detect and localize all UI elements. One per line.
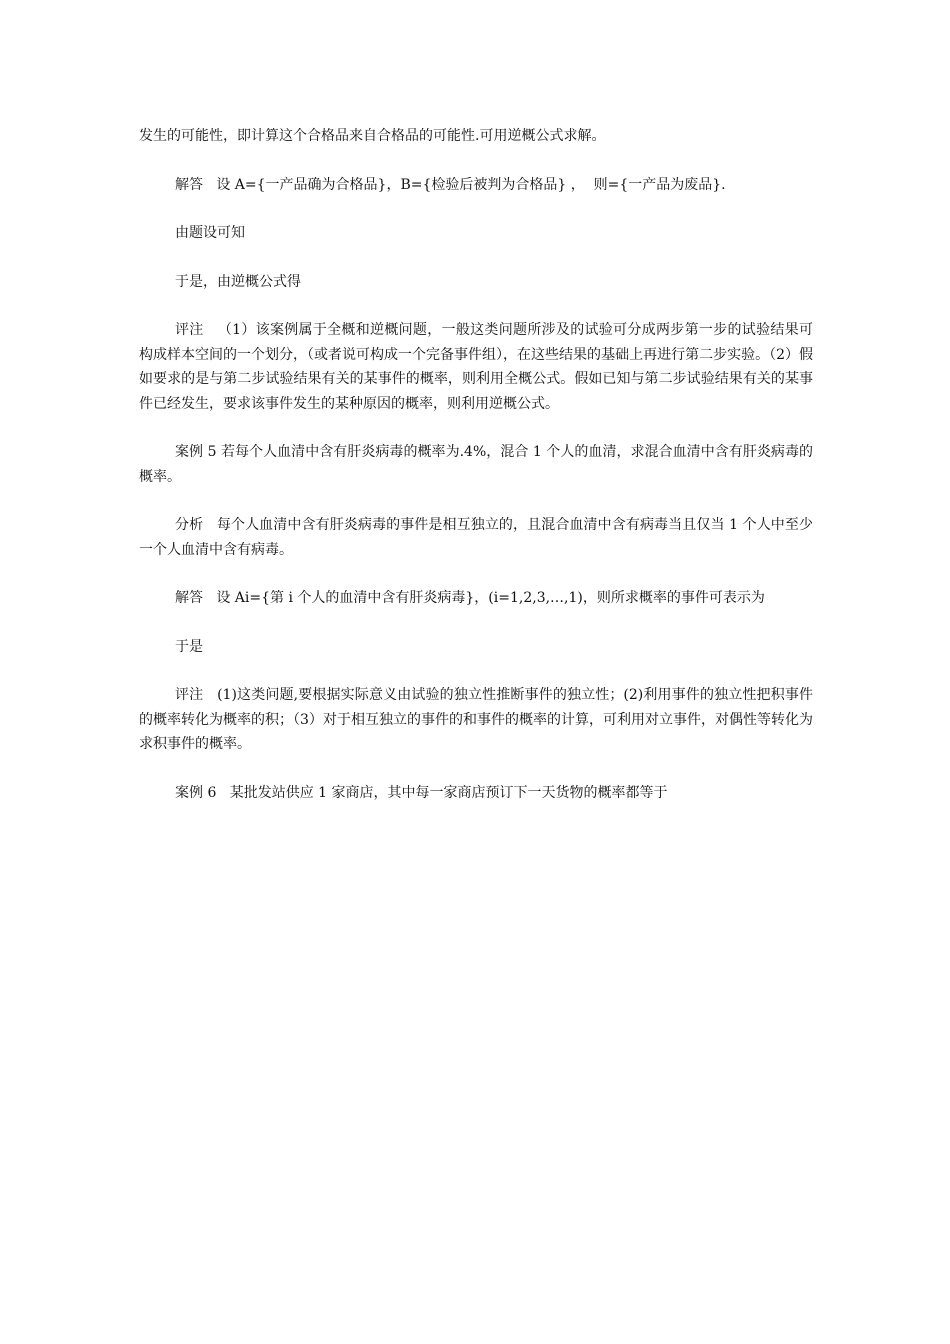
paragraph-given: 由题设可知 [175,225,245,241]
document-page [139,124,813,829]
paragraph-commentary-1: 评注 （1）该案例属于全概和逆概问题，一般这类问题所涉及的试验可分成两步第一步的试验结果可构成样本空间的一个划分，（或者说可构成一个完备事件组），在这些结果的基础上再进行第二步实验。（2）假如要求的是与第二步试验结果有关的某事件的概率，则利用全概公式。假如已知与第二步试验结果有关的某事件已经发生，要求该事件发生的某种原因的概率，则利用逆概公式。 [139,322,813,412]
paragraph-case-5: 案例 5 若每个人血清中含有肝炎病毒的概率为.4%，混合 1 个人的血清，求混合血清中含有肝炎病毒的概率。 [139,444,813,485]
paragraph-solution-case-5: 解答 设 Ai={第 i 个人的血清中含有肝炎病毒}，(i=1,2,3,…,1)，则所求概率的事件可表示为 [175,590,765,606]
paragraph-solution-definitions: 解答 设 A={一产品确为合格品}，B={检验后被判为合格品} ， 则={一产品为废品}. [175,176,726,193]
paragraph-analysis: 分析 每个人血清中含有肝炎病毒的事件是相互独立的，且混合血清中含有病毒当且仅当 1 个人中至少一个人血清中含有病毒。 [139,517,813,558]
paragraph-bayes-result: 于是，由逆概公式得 [175,273,301,290]
paragraph-commentary-2: 评注 (1)这类问题,要根据实际意义由试验的独立性推断事件的独立性；(2)利用事件的独立性把积事件的概率转化为概率的积；（3）对于相互独立的事件的和事件的概率的计算，可利用对立事件，对偶性等转化为求积事件的概率。 [139,687,813,752]
paragraph-therefore: 于是 [175,638,203,655]
paragraph-case-6: 案例 6 某批发站供应 1 家商店，其中每一家商店预订下一天货物的概率都等于 [175,784,668,801]
paragraph-continuation: 发生的可能性，即计算这个合格品来自合格品的可能性.可用逆概公式求解。 [139,128,606,144]
